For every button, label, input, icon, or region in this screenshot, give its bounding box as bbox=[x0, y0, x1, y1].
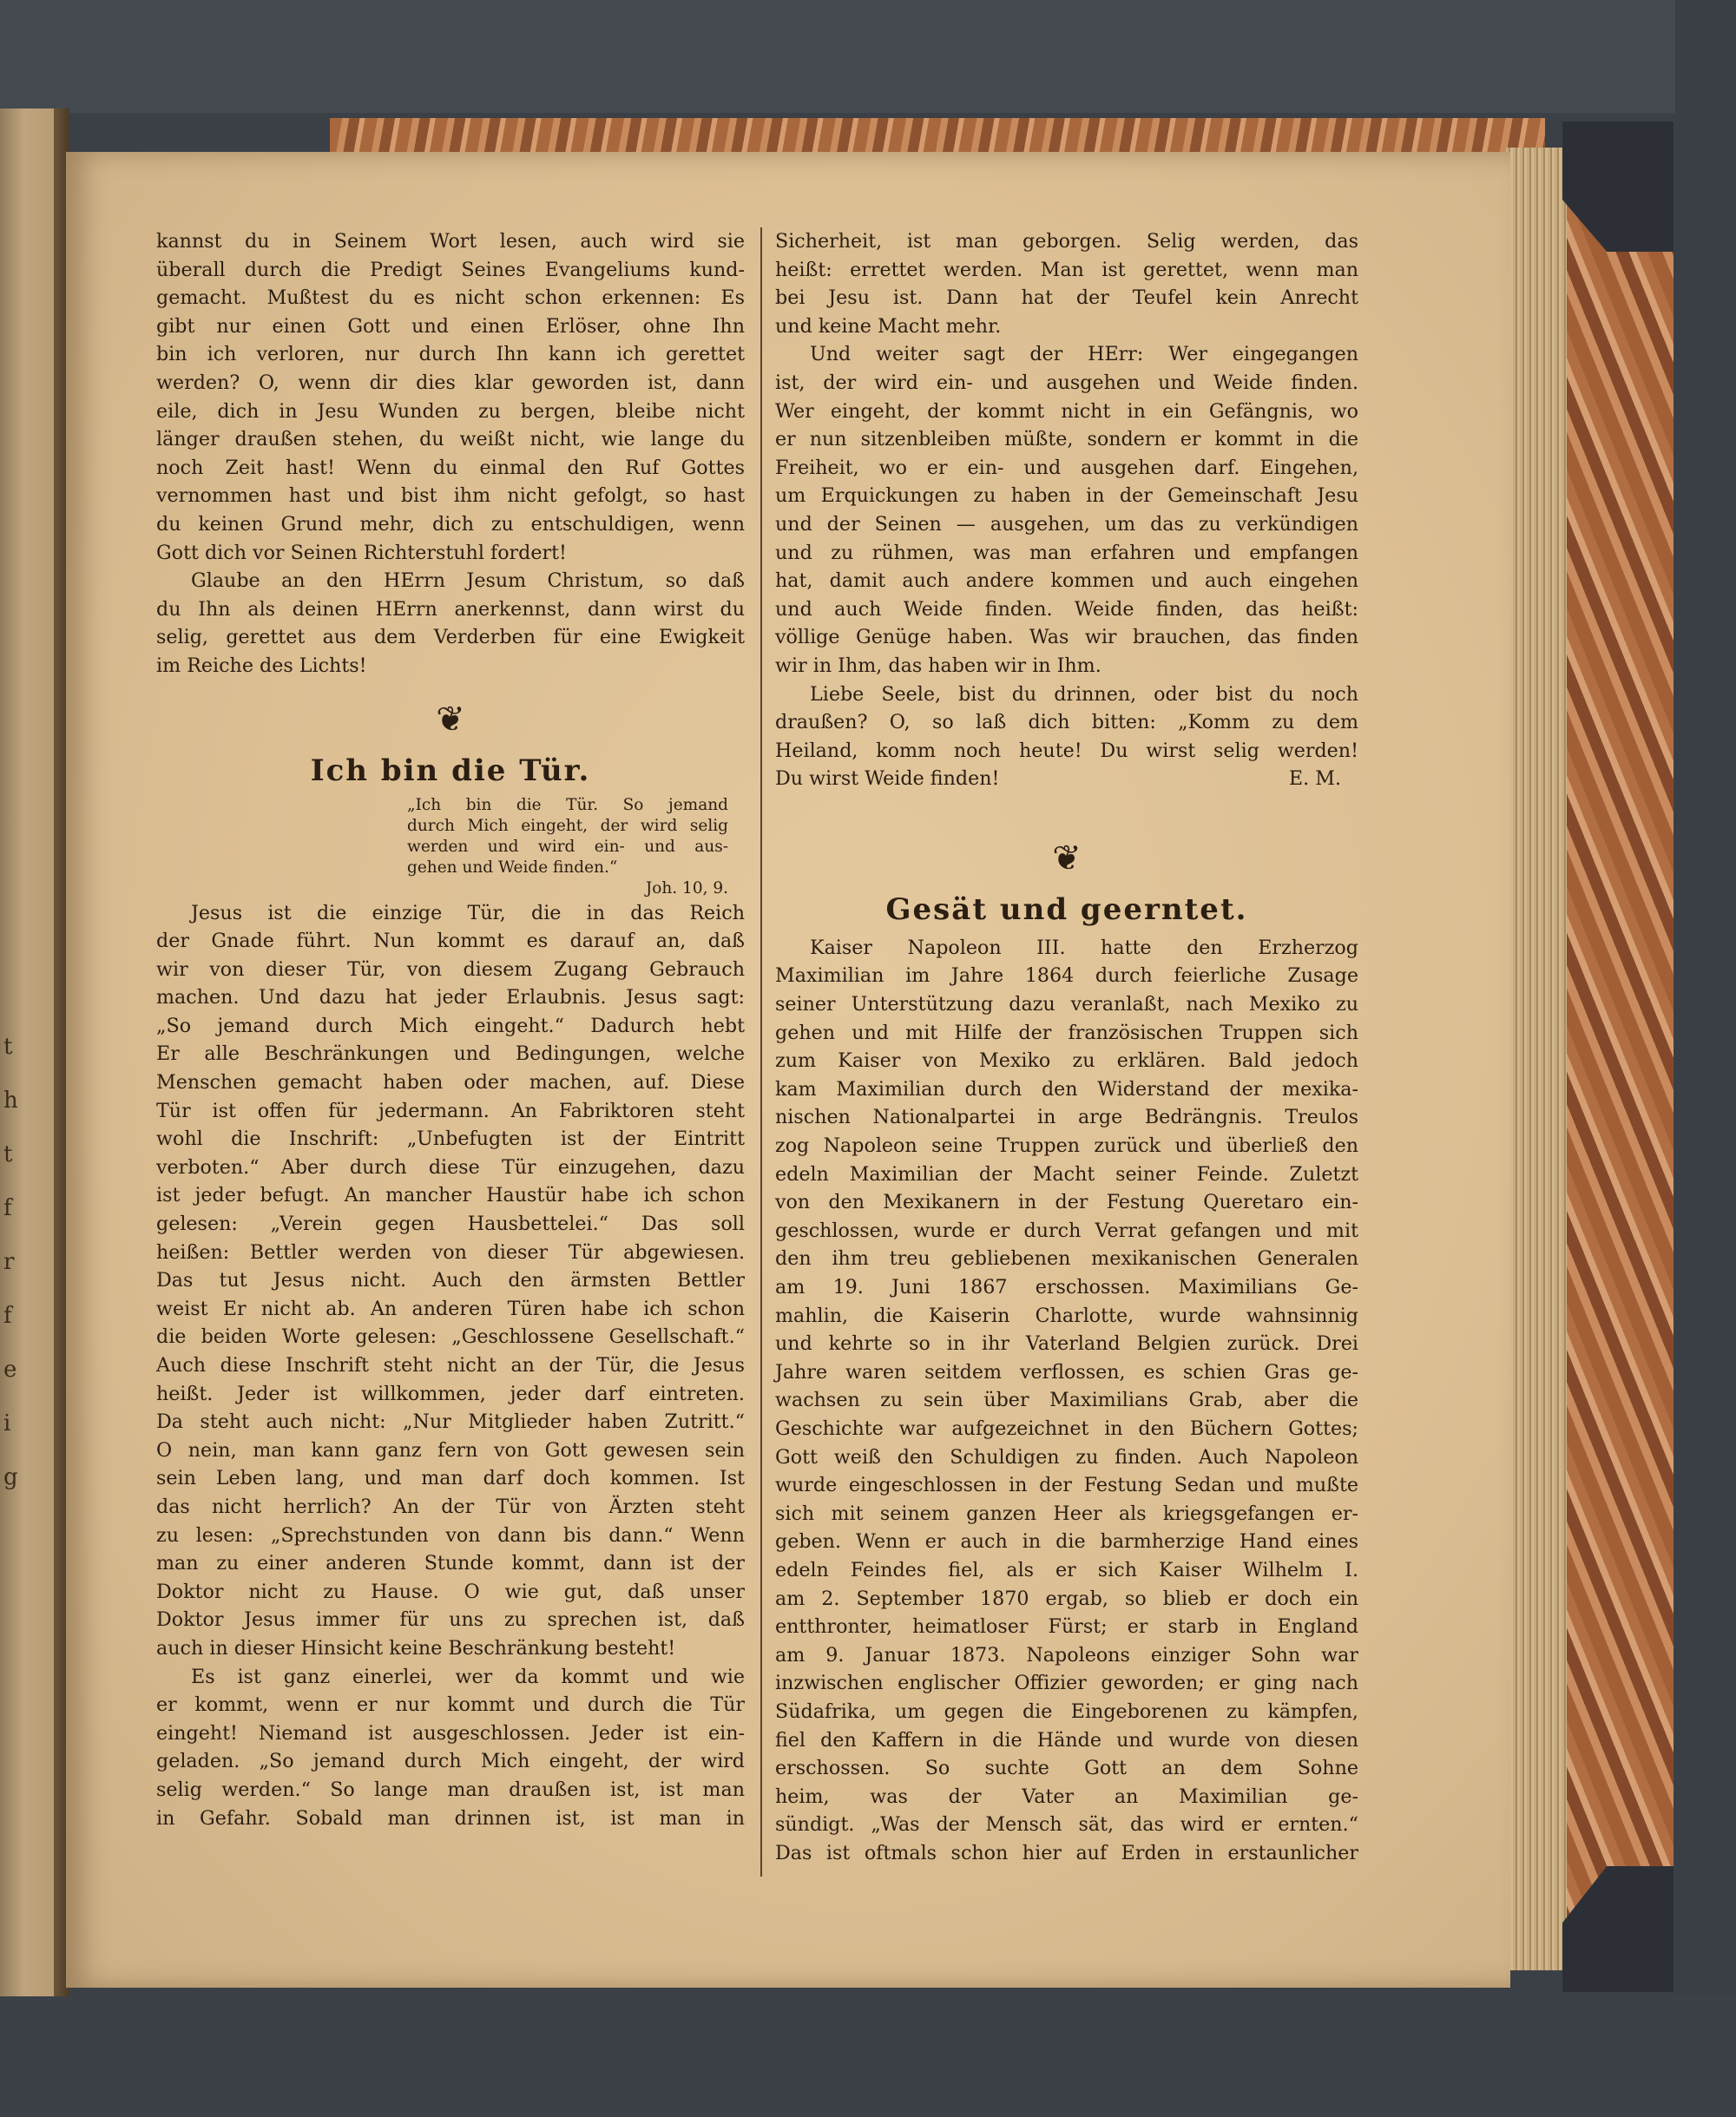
background-top bbox=[0, 0, 1736, 113]
text-line: bin ich verloren, nur durch Ihn kann ich gerettet bbox=[156, 343, 745, 366]
text-line: edeln Feindes fiel, als er sich Kaiser Wilhelm I. bbox=[775, 1558, 1358, 1581]
text-line: ist, der wird ein- und ausgehen und Weide finden. bbox=[775, 371, 1358, 394]
text-line: Es ist ganz einerlei, wer da kommt und wie bbox=[191, 1665, 745, 1688]
left-margin-letters bbox=[3, 1020, 24, 1504]
text-line: werden? O, wenn dir dies klar geworden ist, dann bbox=[156, 371, 745, 394]
right-paragraph-1 bbox=[775, 227, 1358, 340]
text-line: und auch Weide finden. Weide finden, das heißt: bbox=[775, 597, 1358, 621]
text-line: in Gefahr. Sobald man drinnen ist, ist man in bbox=[156, 1806, 745, 1830]
text-line: „So jemand durch Mich eingeht.“ Dadurch hebt bbox=[156, 1014, 745, 1037]
article-title-door: Ich bin die Tür. bbox=[310, 753, 591, 788]
text-line: gemacht. Mußtest du es nicht schon erkennen: Es bbox=[156, 286, 745, 310]
text-line: die beiden Worte gelesen: „Geschlossene Gesellschaft.“ bbox=[156, 1325, 745, 1349]
text-line: Freiheit, wo er ein- und ausgehen darf. Eingehen, bbox=[775, 456, 1358, 479]
text-line: noch Zeit hast! Wenn du einmal den Ruf Gottes bbox=[156, 456, 745, 479]
text-line: zum Kaiser von Mexiko zu erklären. Bald jedoch bbox=[775, 1049, 1358, 1073]
text-line: zog Napoleon seine Truppen zurück und überließ den bbox=[775, 1134, 1358, 1158]
margin-letter: e bbox=[3, 1357, 17, 1383]
text-line: draußen? O, so laß dich bitten: „Komm zu dem bbox=[775, 711, 1358, 734]
article-body-sown bbox=[775, 934, 1358, 1868]
text-line: gehen und Weide finden.“ bbox=[407, 858, 618, 877]
text-line: Kaiser Napoleon III. hatte den Erzherzog bbox=[810, 936, 1358, 959]
text-line: er kommt, wenn er nur kommt und durch die Tür bbox=[156, 1693, 745, 1717]
text-line: wir in Ihm, das haben wir in Ihm. bbox=[775, 654, 1101, 677]
text-line: Das ist oftmals schon hier auf Erden in erstaunlicher bbox=[775, 1841, 1358, 1864]
text-line: du Ihn als deinen HErrn anerkennst, dann wirst du bbox=[156, 597, 745, 621]
article-title-sown: Gesät und geerntet. bbox=[885, 891, 1248, 927]
ornament-icon: ❦ bbox=[436, 699, 465, 740]
text-line: vernommen hast und bist ihm nicht gefolgt, so hast bbox=[156, 484, 745, 508]
text-line: hat, damit auch andere kommen und auch eingehen bbox=[775, 569, 1358, 593]
background-bottom bbox=[0, 1996, 1736, 2117]
text-line: völlige Genüge haben. Was wir brauchen, das finden bbox=[775, 626, 1358, 649]
background-right bbox=[1675, 0, 1736, 2117]
text-line: Doktor nicht zu Hause. O wie gut, daß unser bbox=[156, 1580, 745, 1603]
text-line: Gott weiß den Schuldigen zu finden. Auch Napoleon bbox=[775, 1445, 1358, 1469]
marbled-edge-top bbox=[330, 118, 1545, 153]
text-line: gelesen: „Verein gegen Hausbettelei.“ Das soll bbox=[156, 1213, 745, 1236]
text-line: weist Er nicht ab. An anderen Türen habe ich schon bbox=[156, 1297, 745, 1320]
text-line: er nun sitzenbleiben müßte, sondern er kommt in die bbox=[775, 428, 1358, 451]
article-body-door-2 bbox=[156, 1663, 745, 1833]
text-line: geladen. „So jemand durch Mich eingeht, der wird bbox=[156, 1750, 745, 1773]
text-line: Da steht auch nicht: „Nur Mitglieder haben Zutritt.“ bbox=[156, 1410, 745, 1434]
text-line: Auch diese Inschrift steht nicht an der Tür, die Jesus bbox=[156, 1354, 745, 1377]
text-line: auch in dieser Hinsicht keine Beschränkung besteht! bbox=[156, 1636, 676, 1660]
text-line: das nicht herrlich? An der Tür von Ärzten steht bbox=[156, 1495, 745, 1518]
text-line: und der Seinen — ausgehen, um das zu verkündigen bbox=[775, 512, 1358, 536]
text-line: Sicherheit, ist man geborgen. Selig werden, das bbox=[775, 230, 1358, 253]
text-line: Jahre waren seitdem verflossen, es schien Gras ge- bbox=[775, 1360, 1358, 1384]
text-line: edeln Maximilian der Macht seiner Feinde. Zuletzt bbox=[775, 1162, 1358, 1186]
column-divider bbox=[760, 227, 762, 1877]
margin-letter: i bbox=[3, 1410, 11, 1437]
text-line: Doktor Jesus immer für uns zu sprechen ist, daß bbox=[156, 1608, 745, 1632]
text-line: seiner Unterstützung dazu veranlaßt, nach Mexiko zu bbox=[775, 993, 1358, 1016]
text-line: am 19. Juni 1867 erschossen. Maximilians Ge- bbox=[775, 1276, 1358, 1298]
text-line: kannst du in Seinem Wort lesen, auch wird sie bbox=[156, 230, 745, 253]
text-line: und kehrte so in ihr Vaterland Belgien zurück. Drei bbox=[775, 1332, 1358, 1356]
text-line: gibt nur einen Gott und einen Erlöser, ohne Ihn bbox=[156, 314, 745, 338]
text-line: um Erquickungen zu haben in der Gemeinschaft Jesu bbox=[775, 484, 1358, 508]
text-line: nischen Nationalpartei in arge Bedrängnis. Treulos bbox=[775, 1106, 1358, 1129]
text-line: am 2. September 1870 ergab, so blieb er doch ein bbox=[775, 1587, 1358, 1610]
text-line: fiel den Kaffern in die Hände und wurde von diesen bbox=[775, 1728, 1358, 1752]
left-column bbox=[156, 227, 745, 1832]
text-line: Jesus ist die einzige Tür, die in das Reich bbox=[191, 901, 745, 924]
left-paragraph-2 bbox=[156, 567, 745, 680]
bible-motto bbox=[407, 795, 728, 899]
text-line: wachsen zu sein über Maximilians Grab, aber die bbox=[775, 1389, 1358, 1412]
page-stack-edge bbox=[1506, 148, 1567, 1970]
text-line: zu lesen: „Sprechstunden von dann bis dann.“ Wenn bbox=[156, 1523, 745, 1547]
text-line: entthronter, heimatloser Fürst; er starb in England bbox=[775, 1615, 1358, 1639]
text-line: und zu rühmen, was man erfahren und empfangen bbox=[775, 541, 1358, 564]
margin-letter: f bbox=[3, 1195, 12, 1221]
margin-letter: g bbox=[3, 1464, 18, 1490]
text-line: „Ich bin die Tür. So jemand bbox=[407, 795, 728, 814]
text-line: verboten.“ Aber durch diese Tür einzugehen, dazu bbox=[156, 1155, 745, 1179]
text-line: Wer eingeht, der kommt nicht in ein Gefängnis, wo bbox=[775, 399, 1358, 423]
text-line: im Reiche des Lichts! bbox=[156, 654, 367, 677]
text-line: sündigt. „Was der Mensch sät, das wird er ernten.“ bbox=[775, 1813, 1358, 1837]
author-signature: E. M. bbox=[1288, 767, 1341, 791]
text-line: Er alle Beschränkungen und Bedingungen, welche bbox=[156, 1042, 745, 1066]
marbled-cover-right bbox=[1562, 122, 1674, 1988]
left-paragraph-1 bbox=[156, 227, 745, 567]
text-line: bei Jesu ist. Dann hat der Teufel kein Anrecht bbox=[775, 286, 1358, 310]
text-line: selig werden.“ So lange man draußen ist, ist man bbox=[156, 1778, 745, 1801]
text-line: sein Leben lang, und man darf doch kommen. Ist bbox=[156, 1467, 745, 1490]
right-paragraph-2 bbox=[775, 340, 1358, 680]
text-line: Heiland, komm noch heute! Du wirst selig werden! bbox=[775, 739, 1358, 762]
text-line: wohl die Inschrift: „Unbefugten ist der Eintritt bbox=[156, 1128, 745, 1151]
text-line: man zu einer anderen Stunde kommt, dann ist der bbox=[156, 1552, 745, 1575]
text-line: heißt. Jeder ist willkommen, jeder darf eintreten. bbox=[156, 1382, 745, 1405]
text-line: gehen und mit Hilfe der französischen Truppen sich bbox=[775, 1021, 1358, 1044]
text-line: selig, gerettet aus dem Verderben für eine Ewigkeit bbox=[156, 626, 745, 649]
text-line: O nein, man kann ganz fern von Gott gewesen sein bbox=[156, 1438, 745, 1462]
text-line: länger draußen stehen, du weißt nicht, wie lange du bbox=[156, 428, 745, 451]
margin-letter: f bbox=[3, 1303, 12, 1329]
ornament-icon: ❦ bbox=[1052, 838, 1082, 878]
left-page-edge bbox=[0, 108, 61, 1996]
text-line: den ihm treu gebliebenen mexikanischen Generalen bbox=[775, 1247, 1358, 1271]
text-line: wir von dieser Tür, von diesem Zugang Gebrauch bbox=[156, 957, 745, 981]
closing-line bbox=[775, 765, 1358, 793]
text-line: geschlossen, wurde er durch Verrat gefangen und mit bbox=[775, 1219, 1358, 1242]
text-line: ist jeder befugt. An mancher Haustür habe ich schon bbox=[156, 1184, 745, 1207]
bible-reference: Joh. 10, 9. bbox=[645, 878, 728, 897]
text-line: kam Maximilian durch den Widerstand der mexika- bbox=[775, 1077, 1358, 1101]
text-line: sich mit seinem ganzen Heer als kriegsgefangen er- bbox=[775, 1502, 1358, 1525]
margin-letter: r bbox=[3, 1249, 15, 1275]
margin-letter: t bbox=[3, 1034, 13, 1060]
text-line: geben. Wenn er auch in die barmherzige Hand eines bbox=[775, 1530, 1358, 1554]
closing-text: Du wirst Weide finden! bbox=[775, 767, 1000, 791]
text-line: Geschichte war aufgezeichnet in den Büchern Gottes; bbox=[775, 1417, 1358, 1440]
text-line: heim, was der Vater an Maximilian ge- bbox=[775, 1785, 1358, 1808]
text-line: von den Mexikanern in der Festung Queretaro ein- bbox=[775, 1191, 1358, 1214]
text-line: eile, dich in Jesu Wunden zu bergen, bleibe nicht bbox=[156, 399, 745, 423]
text-line: Tür ist offen für jedermann. An Fabriktoren steht bbox=[156, 1099, 745, 1122]
margin-letter: h bbox=[3, 1088, 18, 1114]
text-line: der Gnade führt. Nun kommt es darauf an, daß bbox=[156, 930, 745, 953]
text-line: erschossen. So suchte Gott an dem Sohne bbox=[775, 1757, 1358, 1780]
text-line: Menschen gemacht haben oder machen, auf. Diese bbox=[156, 1071, 745, 1095]
text-line: eingeht! Niemand ist ausgeschlossen. Jeder ist ein- bbox=[156, 1721, 745, 1745]
text-line: Und weiter sagt der HErr: Wer eingegangen bbox=[810, 343, 1358, 366]
text-line: wurde eingeschlossen in der Festung Sedan und mußte bbox=[775, 1474, 1358, 1497]
text-line: überall durch die Predigt Seines Evangeliums kund- bbox=[156, 258, 745, 281]
right-column bbox=[775, 227, 1358, 1867]
text-line: durch Mich eingeht, der wird selig bbox=[407, 816, 728, 835]
text-line: du keinen Grund mehr, dich zu entschuldigen, wenn bbox=[156, 512, 745, 536]
text-line: und keine Macht mehr. bbox=[775, 314, 1002, 338]
text-line: werden und wird ein- und aus- bbox=[407, 837, 728, 856]
text-line: inzwischen englischer Offizier geworden; er ging nach bbox=[775, 1672, 1358, 1695]
text-line: Südafrika, um gegen die Eingeborenen zu kämpfen, bbox=[775, 1700, 1358, 1723]
margin-letter: t bbox=[3, 1141, 13, 1167]
text-line: heißen: Bettler werden von dieser Tür abgewiesen. bbox=[156, 1240, 745, 1264]
right-paragraph-3 bbox=[775, 680, 1358, 766]
article-body-door bbox=[156, 899, 745, 1663]
text-line: mahlin, die Kaiserin Charlotte, wurde wahnsinnig bbox=[775, 1304, 1358, 1327]
text-line: Das tut Jesus nicht. Auch den ärmsten Bettler bbox=[156, 1269, 745, 1292]
text-line: Gott dich vor Seinen Richterstuhl fordert! bbox=[156, 541, 567, 564]
text-line: Maximilian im Jahre 1864 durch feierliche Zusage bbox=[775, 964, 1358, 988]
text-line: Liebe Seele, bist du drinnen, oder bist du noch bbox=[810, 682, 1358, 706]
text-line: Glaube an den HErrn Jesum Christum, so daß bbox=[191, 569, 745, 593]
text-line: heißt: errettet werden. Man ist gerettet, wenn man bbox=[775, 258, 1358, 281]
text-line: machen. Und dazu hat jeder Erlaubnis. Jesus sagt: bbox=[156, 986, 745, 1009]
text-line: am 9. Januar 1873. Napoleons einziger Sohn war bbox=[775, 1643, 1358, 1667]
